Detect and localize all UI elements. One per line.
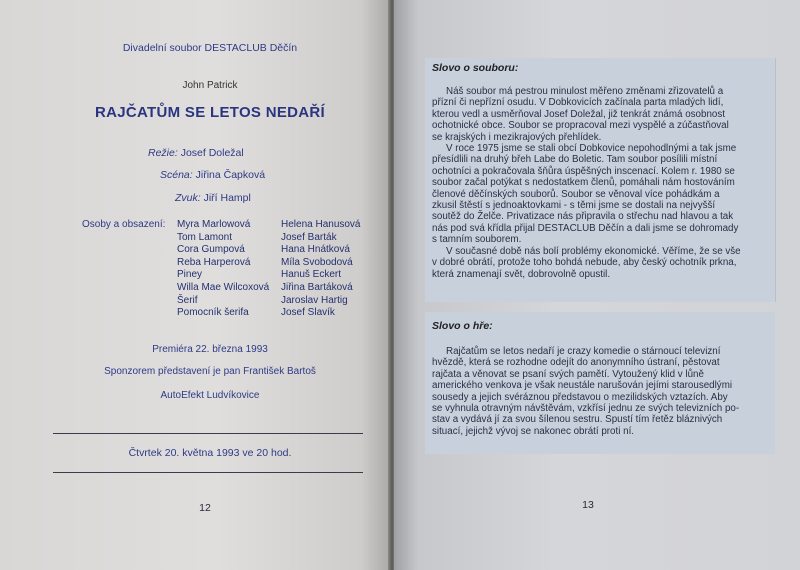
text-line: se krajských i mezikrajových přehlídek. — [432, 131, 602, 143]
cast-label: Osoby a obsazení: — [82, 219, 166, 230]
cast-actor: Hana Hnátková — [281, 244, 350, 256]
text-line: V roce 1975 jsme se stali obcí Dobkovice nepohodlnými a tak jsme — [446, 143, 737, 155]
play-text — [432, 346, 762, 437]
page-number-right: 13 — [582, 499, 594, 511]
credit-sound — [175, 192, 251, 204]
cast-role: Cora Gumpová — [177, 244, 245, 256]
text-line: Rajčatům se letos nedaří je crazy komedie o stárnoucí televizní — [446, 346, 721, 357]
ensemble-text — [432, 86, 757, 280]
director-label: Režie: — [148, 147, 178, 159]
cast-actors — [281, 219, 361, 320]
text-line: stav a vydává jí za svou šílenou sestru. Spustí tím řetěz bláznivých — [432, 414, 723, 426]
text-line: se vyhnula otravným návštěvám, vzkřísí jednu ze svých televizních po- — [432, 403, 740, 415]
text-line: kterou vedl a usměrňoval Josef Doležal, již tenkrát známá osobnost — [432, 108, 725, 120]
cast-role: Tom Lamont — [177, 231, 233, 243]
cast-actor: Hanuš Eckert — [281, 269, 342, 281]
premiere-date: Premiéra 22. března 1993 — [152, 344, 268, 355]
cast-roles — [177, 219, 269, 320]
text-line: amerického venkova je však neustále narušován jejími starousedlými — [432, 380, 733, 392]
text-line: soubor začal potýkat s nedostatkem členů, pomáhali nám hostováním — [432, 177, 735, 189]
cast-role: Reba Harperová — [177, 256, 251, 268]
text-line: hvězdě, která se rozhodne odejít do anonymního ústraní, pěstovat — [432, 357, 720, 369]
sponsor-line: Sponzorem představení je pan František Bartoš — [104, 366, 316, 377]
text-line: Náš soubor má pestrou minulost měřeno změnami zřizovatelů a — [446, 86, 724, 97]
scene-label: Scéna: — [160, 169, 193, 181]
sound-label: Zvuk: — [175, 192, 201, 204]
cast-role: Myra Marlowová — [177, 219, 251, 230]
text-line: sousedy a jejich svéráznou představou o mezilidských vztazích. Aby — [432, 391, 728, 403]
text-line: přesídlili na druhý břeh Labe do Boletic. Tam soubor posílili místní — [432, 154, 718, 166]
cast-role: Šerif — [177, 294, 198, 306]
divider-bottom — [53, 472, 363, 473]
cast-actor: Jiřina Bartáková — [281, 281, 353, 293]
cast-role: Piney — [177, 269, 203, 281]
text-line: která znamenají svět, dobrovolně opustil. — [432, 268, 611, 280]
credit-scene — [160, 169, 265, 181]
cast-actor: Josef Barták — [281, 231, 337, 243]
ensemble-paragraph — [432, 143, 757, 246]
cast-actor: Josef Slavík — [281, 307, 335, 319]
author-name: John Patrick — [182, 80, 238, 91]
cast-role: Willa Mae Wilcoxová — [177, 281, 270, 293]
credit-director — [148, 147, 244, 159]
ensemble-paragraph — [432, 246, 757, 280]
text-line: soutěž do Želče. Privatizace nás připravila o střechu nad hlavou a tak — [432, 211, 734, 223]
page-number-left: 12 — [199, 502, 211, 514]
heading-play: Slovo o hře: — [432, 320, 493, 332]
cast-role: Pomocník šerifa — [177, 307, 249, 319]
sound-name: Jiří Hampl — [203, 192, 251, 204]
text-line: nás pod svá křídla přijal DESTACLUB Děčín a dali jsme se dohromady — [432, 222, 739, 234]
ensemble-paragraph — [432, 86, 757, 143]
sponsor-company: AutoEfekt Ludvíkovice — [160, 390, 260, 401]
scene-name: Jiřina Čapková — [195, 169, 266, 181]
cast-actor: Helena Hanusová — [281, 219, 361, 230]
text-line: situací, jejichž vývoj se nakonec obrátí proti ní. — [432, 425, 635, 437]
text-line: s tamním souborem. — [432, 234, 522, 246]
play-title: RAJČATŮM SE LETOS NEDAŘÍ — [95, 104, 325, 121]
text-line: v dobré obrátí, protože toho bohdá nebude, aby český ochotník prkna, — [432, 257, 737, 269]
text-line: ochotníci a pokračovala šňůra úspěšných inscenací. Kolem r. 1980 se — [432, 165, 735, 177]
cast-actor: Jaroslav Hartig — [281, 294, 348, 306]
performance-date: Čtvrtek 20. května 1993 ve 20 hod. — [128, 447, 292, 459]
text-line: rajčata a věnovat se psaní svých pamětí. Vytoužený klid v lůně — [432, 368, 704, 380]
text-line: zkusil štěstí s jednoaktovkami - s těmi jsme se dostali na nejvyšší — [432, 200, 716, 212]
divider-top — [53, 433, 363, 434]
text-line: ochotnické obce. Soubor se propracoval mezi vyspělé a zúčastňoval — [432, 120, 729, 132]
text-line: členové děčínských souborů. Soubor se věnoval více pohádkám a — [432, 188, 720, 200]
heading-ensemble: Slovo o souboru: — [432, 62, 519, 74]
text-line: přízní či nepřízní osudu. V Dobkovicích začínala parta mladých lidí, — [432, 97, 724, 109]
cast-actor: Míla Svobodová — [281, 256, 353, 268]
director-name: Josef Doležal — [180, 147, 244, 159]
text-line: V současné době nás bolí problémy ekonomické. Věříme, že se vše — [446, 245, 741, 257]
ensemble-name: Divadelní soubor DESTACLUB Děčín — [122, 42, 298, 54]
